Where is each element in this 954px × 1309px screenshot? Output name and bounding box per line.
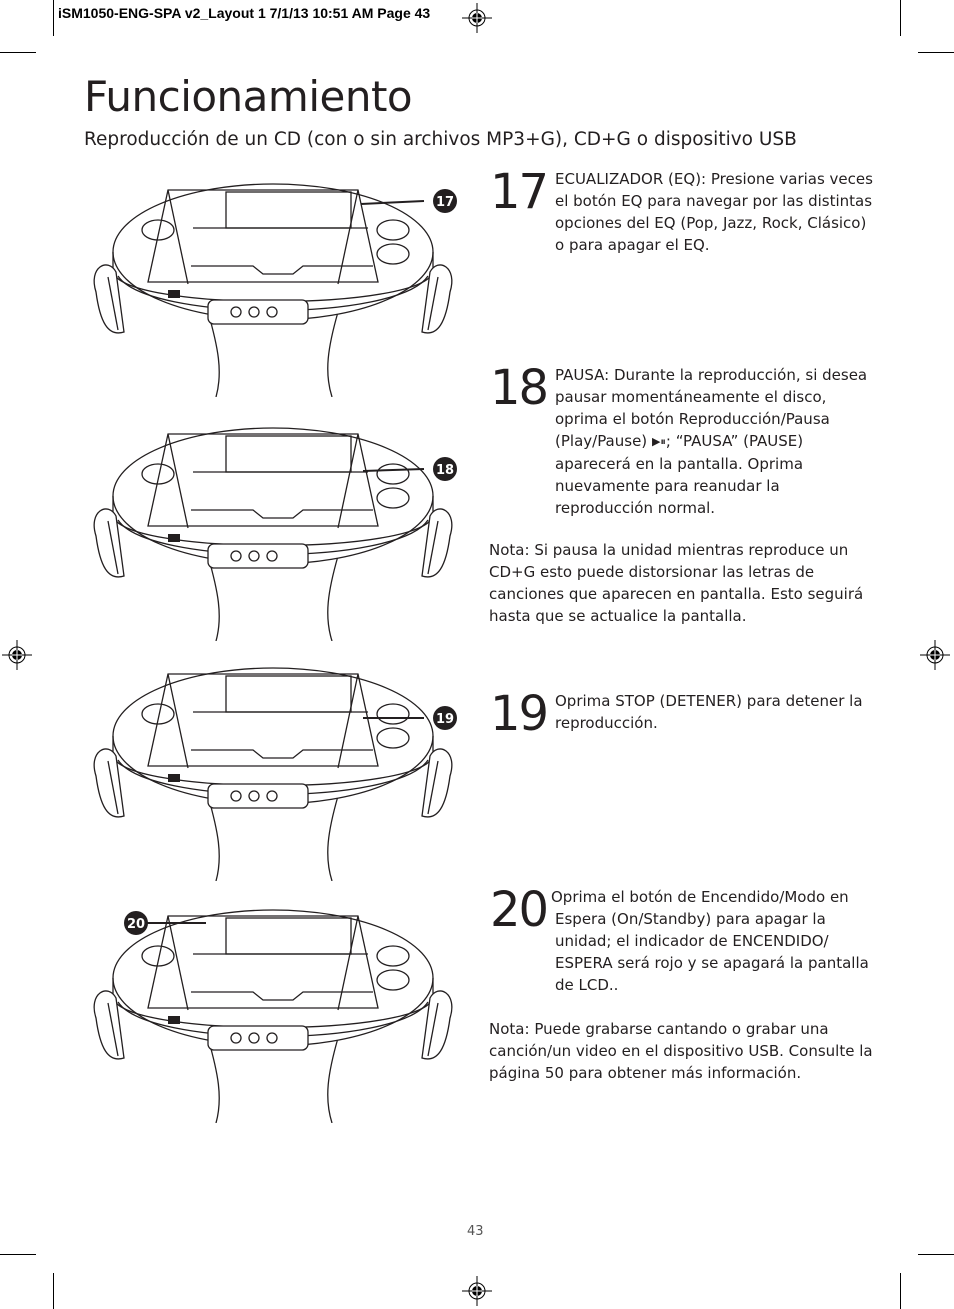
step-text-19: Oprima STOP (DETENER) para detener la reproducción. — [555, 692, 863, 732]
step-number-20: 20 — [490, 882, 548, 938]
step-text-18-after: ; “PAUSA” (PAUSE) aparecerá en la pantalla. Oprima nuevamente para reanudar la reproducción normal. — [555, 432, 804, 517]
registration-mark-icon — [2, 640, 32, 670]
device-illustration-18 — [88, 416, 460, 641]
note-18 — [489, 539, 874, 627]
device-illustration-17 — [88, 172, 460, 397]
step-text-20: Oprima el botón de Encendido/Modo en Espera (On/Standby) para apagar la unidad; el indicador de ENCENDIDO/ ESPERA será rojo y se apagará la pantalla de LCD.. — [551, 888, 869, 994]
note-text: Puede grabarse cantando o grabar una canción/un video en el dispositivo USB. Consulte la página 50 para obtener más información. — [489, 1020, 873, 1082]
crop-mark — [900, 1273, 901, 1309]
device-illustration-19 — [88, 656, 460, 881]
note-text: Si pausa la unidad mientras reproduce un CD+G esto puede distorsionar las letras de canciones que aparecen en pantalla. Esto seguirá hasta que se actualice la pantalla. — [489, 541, 864, 625]
callout-label: 19 — [435, 712, 455, 727]
page-subtitle: Reproducción de un CD (con o sin archivos MP3+G), CD+G o dispositivo USB — [84, 129, 797, 150]
crop-mark — [53, 0, 54, 36]
step-text-18 — [555, 364, 873, 519]
note-20 — [489, 1018, 874, 1084]
callout-label: 17 — [435, 195, 455, 210]
step-number-19: 19 — [490, 686, 548, 742]
device-illustration-20 — [88, 898, 460, 1123]
printer-slug: iSM1050-ENG-SPA v2_Layout 1 7/1/13 10:51 AM Page 43 — [58, 5, 431, 21]
page-title: Funcionamiento — [84, 72, 413, 121]
step-text-18-before: PAUSA: Durante la reproducción, si desea pausar momentáneamente el disco, oprima el botón Reproducción/Pausa (Play/Pause) — [555, 366, 868, 450]
page-number: 43 — [467, 1224, 484, 1239]
crop-mark — [900, 0, 901, 36]
note-label: Nota: — [489, 1020, 530, 1038]
registration-mark-icon — [462, 3, 492, 33]
step-number-18: 18 — [490, 360, 548, 416]
callout-label: 18 — [435, 463, 455, 478]
note-label: Nota: — [489, 541, 530, 559]
step-number-17: 17 — [490, 164, 548, 220]
step-text-17: ECUALIZADOR (EQ): Presione varias veces el botón EQ para navegar por las distintas opciones del EQ (Pop, Jazz, Rock, Clásico) o para apagar el EQ. — [555, 170, 873, 254]
crop-mark — [0, 52, 36, 53]
crop-mark — [53, 1273, 54, 1309]
callout-label: 20 — [126, 917, 146, 932]
crop-mark — [918, 52, 954, 53]
registration-mark-icon — [920, 640, 950, 670]
crop-mark — [0, 1254, 36, 1255]
play-pause-icon: ▶⏸ — [651, 435, 666, 448]
registration-mark-icon — [462, 1276, 492, 1306]
crop-mark — [918, 1254, 954, 1255]
